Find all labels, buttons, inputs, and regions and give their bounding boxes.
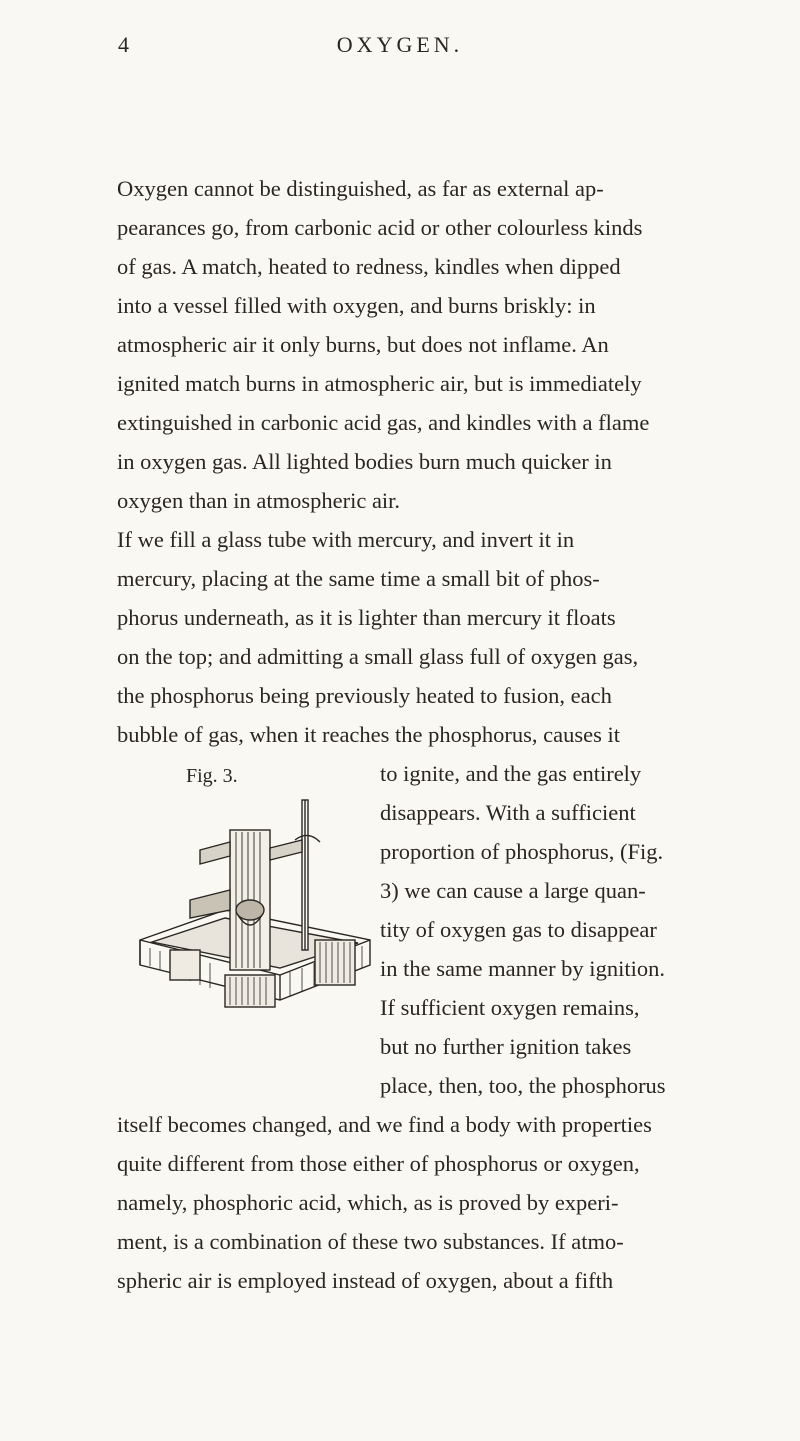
figure-label: Fig. 3. [186, 765, 238, 787]
text-line: place, then, too, the phosphorus [380, 1073, 666, 1098]
text-line: ignited match burns in atmospheric air, but is immediately [117, 371, 642, 396]
text-line: pearances go, from carbonic acid or other colourless kinds [117, 215, 643, 240]
text-line: Oxygen cannot be distinguished, as far as external ap- [117, 176, 604, 201]
text-line: phorus underneath, as it is lighter than mercury it floats [117, 605, 616, 630]
text-line: to ignite, and the gas entirely [380, 761, 642, 786]
text-line: the phosphorus being previously heated to fusion, each [117, 683, 612, 708]
text-line: in oxygen gas. All lighted bodies burn much quicker in [117, 449, 612, 474]
page-number: 4 [118, 32, 130, 57]
text-line: oxygen than in atmospheric air. [117, 488, 401, 513]
text-line: of gas. A match, heated to redness, kindles when dipped [117, 254, 621, 279]
text-line: tity of oxygen gas to disappear [380, 917, 657, 942]
text-line: itself becomes changed, and we find a body with properties [117, 1112, 652, 1137]
text-line: atmospheric air it only burns, but does not inflame. An [117, 332, 609, 357]
text-line: namely, phosphoric acid, which, as is proved by experi- [117, 1190, 619, 1215]
text-line: proportion of phosphorus, (Fig. [380, 839, 664, 864]
text-line: on the top; and admitting a small glass full of oxygen gas, [117, 644, 639, 669]
text-line: If sufficient oxygen remains, [380, 995, 640, 1020]
text-line: If we fill a glass tube with mercury, and invert it in [117, 527, 575, 552]
text-line: into a vessel filled with oxygen, and burns briskly: in [117, 293, 596, 318]
text-line: 3) we can cause a large quan- [380, 878, 646, 903]
phosphorus-apparatus-icon [130, 790, 380, 1015]
text-line: ment, is a combination of these two substances. If atmo- [117, 1229, 624, 1254]
page-header [0, 26, 800, 66]
text-line: disappears. With a sufficient [380, 800, 636, 825]
running-title: OXYGEN. [336, 32, 464, 57]
text-line: mercury, placing at the same time a small bit of phos- [117, 566, 600, 591]
text-line: in the same manner by ignition. [380, 956, 665, 981]
text-line: spheric air is employed instead of oxygen, about a fifth [117, 1268, 614, 1293]
text-line: bubble of gas, when it reaches the phosphorus, causes it [117, 722, 620, 747]
text-line: but no further ignition takes [380, 1034, 632, 1059]
text-line: quite different from those either of phosphorus or oxygen, [117, 1151, 640, 1176]
figure-illustration [130, 790, 380, 1015]
text-line: extinguished in carbonic acid gas, and kindles with a flame [117, 410, 650, 435]
